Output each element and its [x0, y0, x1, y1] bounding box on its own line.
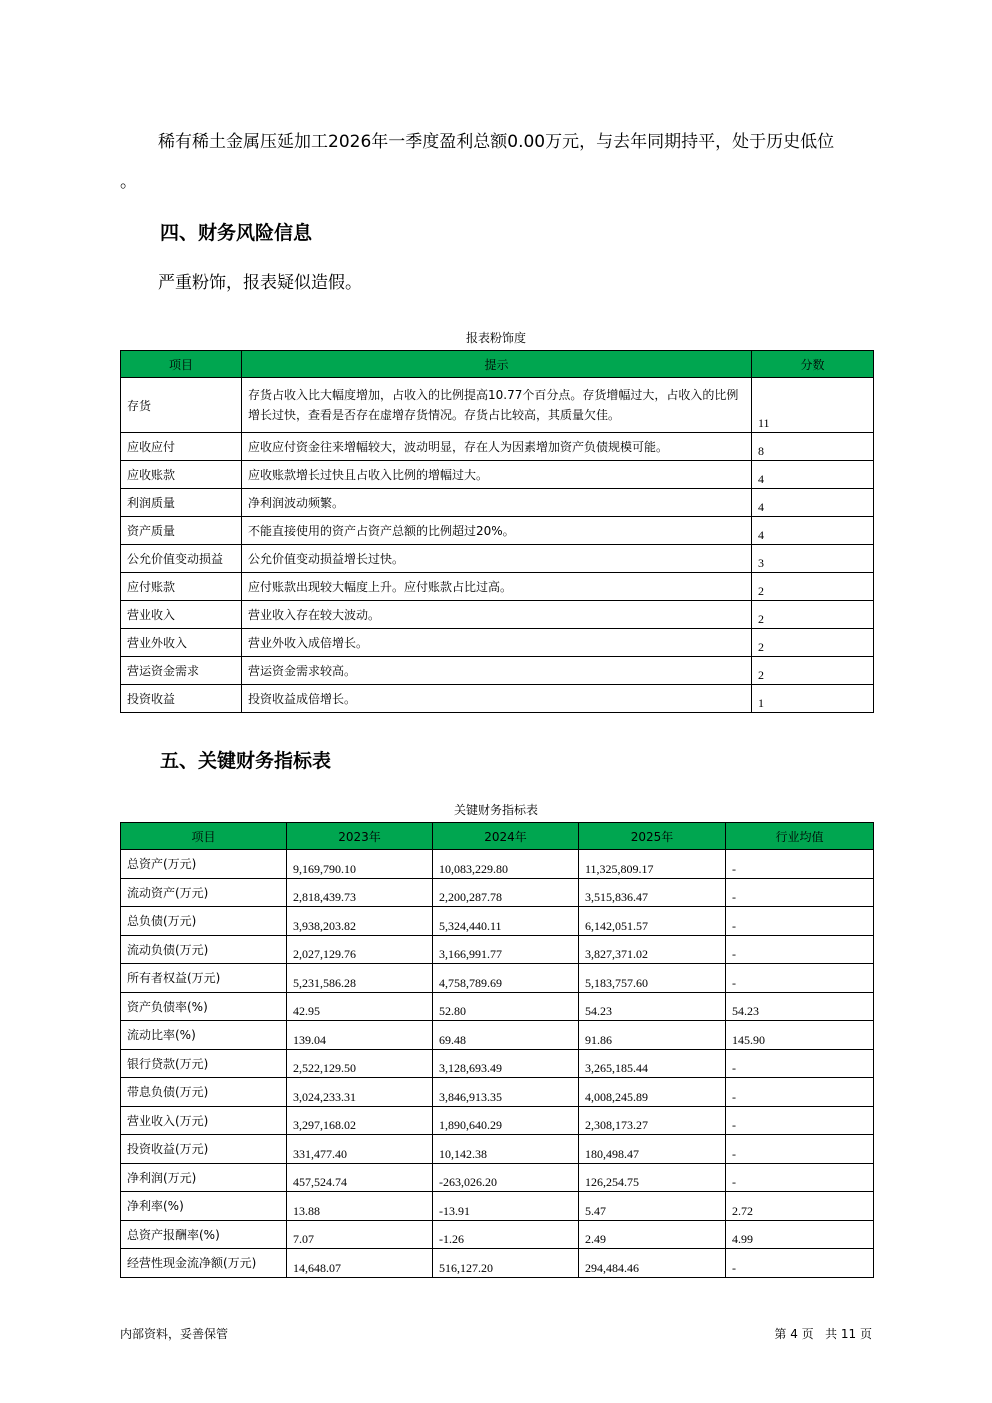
intro-tail: 。 — [120, 172, 137, 192]
ind-item-cell: 流动负债(万元) — [121, 935, 287, 964]
ind-header-avg: 行业均值 — [726, 823, 874, 850]
indicator-table-row — [121, 1106, 874, 1135]
risk-table-caption: 报表粉饰度 — [465, 331, 526, 345]
indicator-table-caption: 关键财务指标表 — [453, 803, 538, 817]
risk-header-hint: 提示 — [242, 351, 752, 378]
ind-header-item: 项目 — [121, 823, 287, 850]
risk-header-item: 项目 — [121, 351, 242, 378]
indicator-table-row — [121, 1249, 874, 1278]
risk-table-row — [121, 461, 874, 489]
risk-hint-cell: 应付账款出现较大幅度上升。应付账款占比过高。 — [242, 573, 752, 601]
indicator-table-row — [121, 907, 874, 936]
ind-item-cell: 总资产报酬率(%) — [121, 1220, 287, 1249]
risk-score-cell: 4 — [752, 517, 874, 545]
intro-text: 稀有稀土金属压延加工2026年一季度盈利总额0.00万元，与去年同期持平，处于历史低位 — [158, 132, 835, 152]
indicator-table-row — [121, 1078, 874, 1107]
risk-item-cell: 资产质量 — [121, 517, 242, 545]
risk-item-cell: 利润质量 — [121, 489, 242, 517]
ind-2024-cell: 5,324,440.11 — [433, 907, 579, 936]
section4-summary: 严重粉饰，报表疑似造假。 — [158, 273, 362, 293]
ind-header-2024: 2024年 — [433, 823, 579, 850]
indicator-table-row — [121, 1220, 874, 1249]
ind-2023-cell: 13.88 — [287, 1192, 433, 1221]
ind-2024-cell: 516,127.20 — [433, 1249, 579, 1278]
risk-hint-cell: 投资收益成倍增长。 — [242, 685, 752, 713]
risk-hint-cell: 应收账款增长过快且占收入比例的增幅过大。 — [242, 461, 752, 489]
ind-item-cell: 带息负债(万元) — [121, 1078, 287, 1107]
risk-hint-cell: 存货占收入比大幅度增加，占收入的比例提高10.77个百分点。存货增幅过大，占收入的比例增长过快，查看是否存在虚增存货情况。存货占比较高，其质量欠佳。 — [242, 378, 752, 433]
ind-2023-cell: 331,477.40 — [287, 1135, 433, 1164]
risk-score-cell: 4 — [752, 461, 874, 489]
risk-hint-cell: 营运资金需求较高。 — [242, 657, 752, 685]
ind-item-cell: 经营性现金流净额(万元) — [121, 1249, 287, 1278]
indicator-table-row — [121, 850, 874, 879]
ind-header-2025: 2025年 — [579, 823, 726, 850]
risk-table-row — [121, 433, 874, 461]
risk-table-row — [121, 629, 874, 657]
ind-2025-cell: 2,308,173.27 — [579, 1106, 726, 1135]
indicator-table-row — [121, 1135, 874, 1164]
risk-hint-cell: 净利润波动频繁。 — [242, 489, 752, 517]
section4-title: 四、财务风险信息 — [160, 222, 313, 244]
risk-score-cell: 3 — [752, 545, 874, 573]
ind-2023-cell: 5,231,586.28 — [287, 964, 433, 993]
ind-2025-cell: 5,183,757.60 — [579, 964, 726, 993]
ind-2025-cell: 3,827,371.02 — [579, 935, 726, 964]
risk-table-row — [121, 378, 874, 433]
ind-2024-cell: -263,026.20 — [433, 1163, 579, 1192]
indicator-table-row — [121, 992, 874, 1021]
risk-score-cell: 2 — [752, 601, 874, 629]
section5-title: 五、关键财务指标表 — [160, 750, 332, 772]
ind-item-cell: 净利润(万元) — [121, 1163, 287, 1192]
risk-score-cell: 2 — [752, 573, 874, 601]
ind-2025-cell: 91.86 — [579, 1021, 726, 1050]
indicator-table-header — [121, 823, 874, 850]
risk-table-row — [121, 601, 874, 629]
ind-2024-cell: 52.80 — [433, 992, 579, 1021]
ind-2023-cell: 7.07 — [287, 1220, 433, 1249]
indicator-table-row — [121, 935, 874, 964]
ind-2023-cell: 2,522,129.50 — [287, 1049, 433, 1078]
ind-2023-cell: 2,818,439.73 — [287, 878, 433, 907]
ind-avg-cell: - — [726, 1249, 874, 1278]
ind-avg-cell: - — [726, 850, 874, 879]
ind-2024-cell: 2,200,287.78 — [433, 878, 579, 907]
ind-2025-cell: 4,008,245.89 — [579, 1078, 726, 1107]
risk-hint-cell: 不能直接使用的资产占资产总额的比例超过20%。 — [242, 517, 752, 545]
risk-hint-cell: 公允价值变动损益增长过快。 — [242, 545, 752, 573]
ind-2023-cell: 3,938,203.82 — [287, 907, 433, 936]
indicator-table-row — [121, 1192, 874, 1221]
risk-table-row — [121, 657, 874, 685]
ind-2024-cell: 10,083,229.80 — [433, 850, 579, 879]
ind-2025-cell: 2.49 — [579, 1220, 726, 1249]
risk-item-cell: 营业收入 — [121, 601, 242, 629]
ind-2025-cell: 3,265,185.44 — [579, 1049, 726, 1078]
risk-table — [120, 350, 874, 713]
risk-header-score: 分数 — [752, 351, 874, 378]
ind-avg-cell: - — [726, 1135, 874, 1164]
risk-item-cell: 存货 — [121, 378, 242, 433]
risk-score-cell: 2 — [752, 657, 874, 685]
ind-2023-cell: 2,027,129.76 — [287, 935, 433, 964]
risk-table-row — [121, 517, 874, 545]
ind-avg-cell: - — [726, 1049, 874, 1078]
risk-hint-cell: 营业外收入成倍增长。 — [242, 629, 752, 657]
ind-avg-cell: 2.72 — [726, 1192, 874, 1221]
risk-hint-cell: 营业收入存在较大波动。 — [242, 601, 752, 629]
risk-score-cell: 4 — [752, 489, 874, 517]
risk-item-cell: 投资收益 — [121, 685, 242, 713]
ind-item-cell: 净利率(%) — [121, 1192, 287, 1221]
ind-2025-cell: 294,484.46 — [579, 1249, 726, 1278]
risk-table-header — [121, 351, 874, 378]
ind-2024-cell: 69.48 — [433, 1021, 579, 1050]
risk-item-cell: 应收账款 — [121, 461, 242, 489]
risk-score-cell: 11 — [752, 378, 874, 433]
ind-2025-cell: 11,325,809.17 — [579, 850, 726, 879]
ind-2024-cell: 1,890,640.29 — [433, 1106, 579, 1135]
ind-2025-cell: 6,142,051.57 — [579, 907, 726, 936]
ind-2024-cell: 3,846,913.35 — [433, 1078, 579, 1107]
risk-item-cell: 应付账款 — [121, 573, 242, 601]
footer-left: 内部资料，妥善保管 — [120, 1327, 229, 1341]
ind-2023-cell: 139.04 — [287, 1021, 433, 1050]
indicator-table-row — [121, 1021, 874, 1050]
ind-item-cell: 投资收益(万元) — [121, 1135, 287, 1164]
ind-item-cell: 总资产(万元) — [121, 850, 287, 879]
ind-avg-cell: 54.23 — [726, 992, 874, 1021]
ind-item-cell: 总负债(万元) — [121, 907, 287, 936]
risk-hint-cell: 应收应付资金往来增幅较大，波动明显，存在人为因素增加资产负债规模可能。 — [242, 433, 752, 461]
ind-2025-cell: 3,515,836.47 — [579, 878, 726, 907]
risk-score-cell: 8 — [752, 433, 874, 461]
indicator-table — [120, 822, 874, 1278]
indicator-table-row — [121, 1163, 874, 1192]
ind-2024-cell: 3,166,991.77 — [433, 935, 579, 964]
ind-avg-cell: - — [726, 1106, 874, 1135]
risk-score-cell: 2 — [752, 629, 874, 657]
risk-score-cell: 1 — [752, 685, 874, 713]
ind-avg-cell: 145.90 — [726, 1021, 874, 1050]
ind-avg-cell: - — [726, 935, 874, 964]
ind-2025-cell: 5.47 — [579, 1192, 726, 1221]
indicator-table-row — [121, 1049, 874, 1078]
risk-table-row — [121, 685, 874, 713]
ind-item-cell: 银行贷款(万元) — [121, 1049, 287, 1078]
ind-avg-cell: - — [726, 878, 874, 907]
ind-2024-cell: 4,758,789.69 — [433, 964, 579, 993]
ind-item-cell: 所有者权益(万元) — [121, 964, 287, 993]
ind-2023-cell: 457,524.74 — [287, 1163, 433, 1192]
ind-2023-cell: 42.95 — [287, 992, 433, 1021]
ind-item-cell: 营业收入(万元) — [121, 1106, 287, 1135]
ind-2024-cell: 10,142.38 — [433, 1135, 579, 1164]
risk-item-cell: 营业外收入 — [121, 629, 242, 657]
ind-2024-cell: -13.91 — [433, 1192, 579, 1221]
risk-item-cell: 公允价值变动损益 — [121, 545, 242, 573]
ind-avg-cell: - — [726, 907, 874, 936]
ind-2023-cell: 3,297,168.02 — [287, 1106, 433, 1135]
ind-2023-cell: 14,648.07 — [287, 1249, 433, 1278]
ind-2025-cell: 54.23 — [579, 992, 726, 1021]
ind-2023-cell: 3,024,233.31 — [287, 1078, 433, 1107]
ind-item-cell: 流动比率(%) — [121, 1021, 287, 1050]
ind-avg-cell: - — [726, 1078, 874, 1107]
ind-2025-cell: 180,498.47 — [579, 1135, 726, 1164]
indicator-table-row — [121, 878, 874, 907]
ind-2025-cell: 126,254.75 — [579, 1163, 726, 1192]
ind-header-2023: 2023年 — [287, 823, 433, 850]
intro-paragraph — [120, 122, 872, 202]
risk-item-cell: 营运资金需求 — [121, 657, 242, 685]
indicator-table-row — [121, 964, 874, 993]
ind-item-cell: 流动资产(万元) — [121, 878, 287, 907]
footer-page-number: 第 4 页 共 11 页 — [774, 1327, 872, 1341]
ind-2024-cell: 3,128,693.49 — [433, 1049, 579, 1078]
ind-avg-cell: - — [726, 964, 874, 993]
ind-avg-cell: - — [726, 1163, 874, 1192]
ind-avg-cell: 4.99 — [726, 1220, 874, 1249]
risk-item-cell: 应收应付 — [121, 433, 242, 461]
risk-table-row — [121, 545, 874, 573]
ind-2024-cell: -1.26 — [433, 1220, 579, 1249]
ind-2023-cell: 9,169,790.10 — [287, 850, 433, 879]
risk-table-row — [121, 489, 874, 517]
ind-item-cell: 资产负债率(%) — [121, 992, 287, 1021]
risk-table-row — [121, 573, 874, 601]
